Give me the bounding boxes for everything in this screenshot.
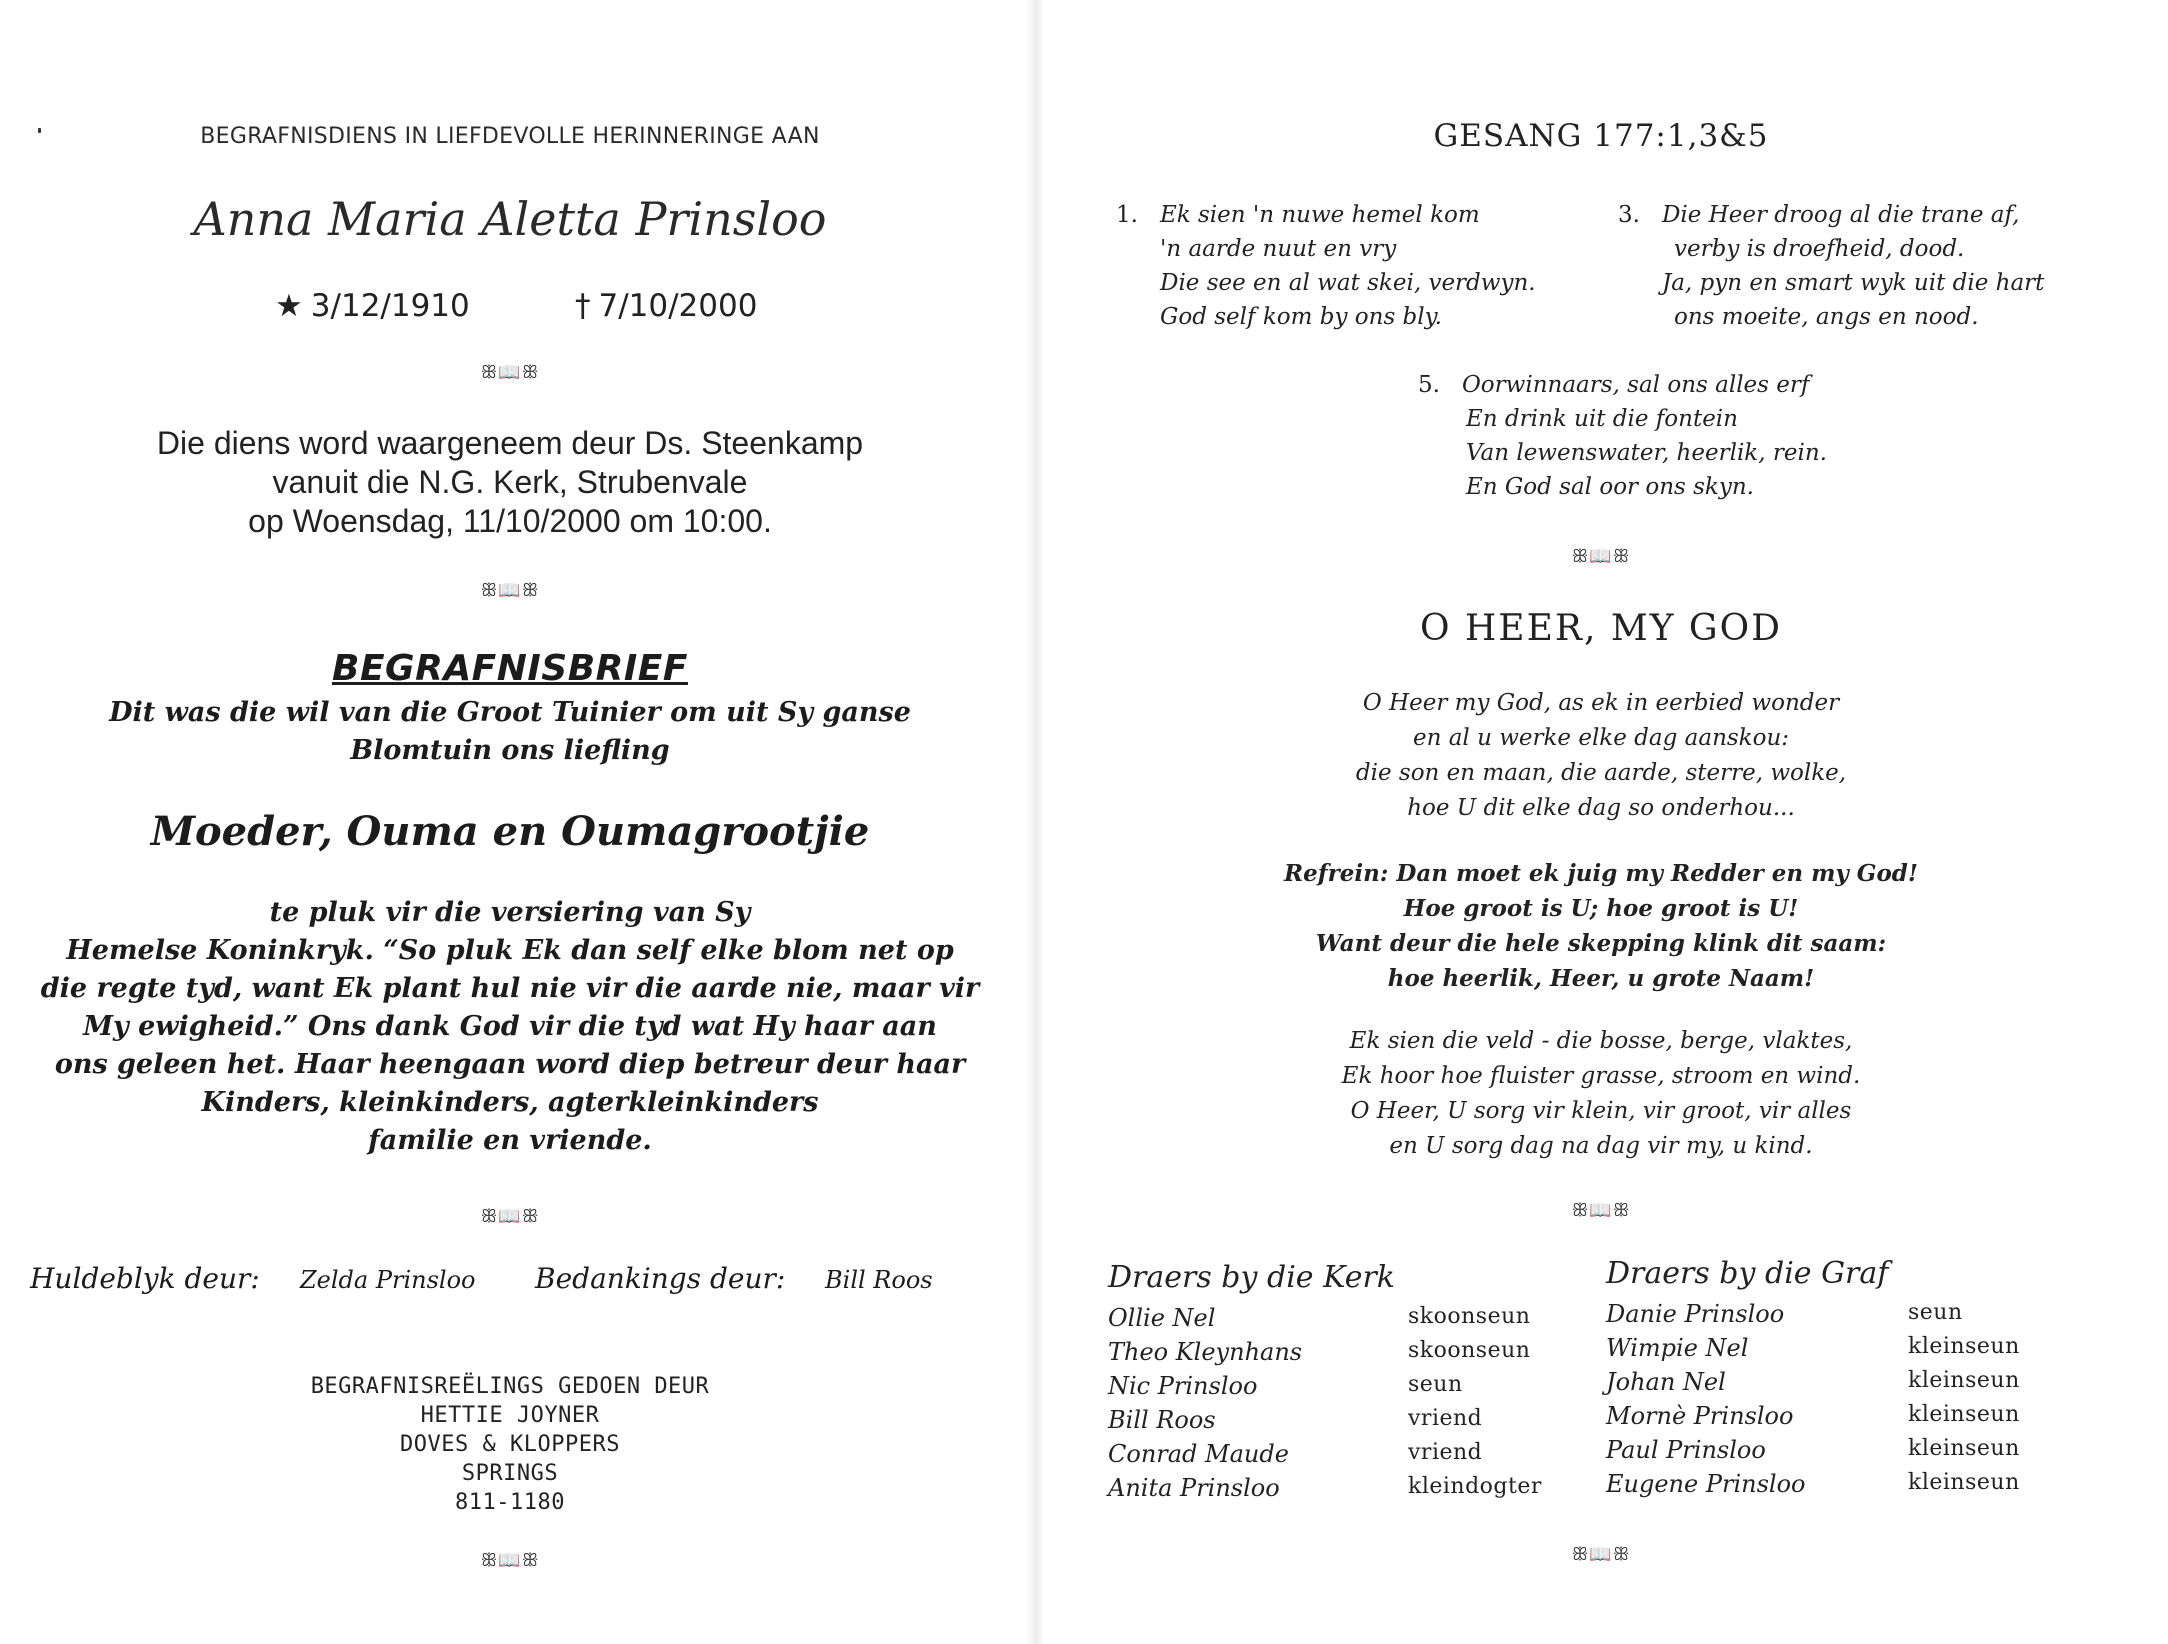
service-line: op Woensdag, 11/10/2000 om 10:00. bbox=[248, 503, 772, 539]
pallbearer-relation: seun bbox=[1908, 1300, 1963, 1325]
song-stanza-1 bbox=[1046, 686, 2156, 826]
verse-line: Die Heer droog al die trane af, bbox=[1661, 202, 2020, 228]
book-ornament-divider: ꕥ📖ꕥ bbox=[1571, 1544, 1631, 1565]
verse-line: God self kom by ons bly. bbox=[1160, 304, 1442, 330]
verse-line: verby is droefheid, dood. bbox=[1674, 236, 1965, 262]
pallbearer-relation: kleinseun bbox=[1908, 1470, 2020, 1495]
song-line: Hoe groot is U; hoe groot is U! bbox=[1403, 895, 1799, 922]
pallbearer-name: Mornè Prinsloo bbox=[1606, 1402, 1794, 1430]
verse-line: En God sal oor ons skyn. bbox=[1466, 474, 1754, 500]
cross-icon: † bbox=[575, 288, 591, 324]
list-item bbox=[1606, 1300, 2106, 1334]
verse-number: 5. bbox=[1418, 372, 1440, 398]
list-item bbox=[1108, 1406, 1568, 1440]
list-item bbox=[1606, 1436, 2106, 1470]
brief-intro bbox=[0, 694, 1020, 770]
verse-number: 1. bbox=[1116, 202, 1138, 228]
pallbearer-name: Eugene Prinsloo bbox=[1606, 1470, 1806, 1498]
song-line: Ek sien die veld - die bosse, berge, vlaktes, bbox=[1349, 1028, 1853, 1054]
verse-number: 3. bbox=[1618, 202, 1640, 228]
book-ornament-divider: ꕥ📖ꕥ bbox=[480, 1206, 540, 1227]
book-ornament-divider: ꕥ📖ꕥ bbox=[480, 1550, 540, 1571]
list-item bbox=[1606, 1334, 2106, 1368]
brief-body-line: ons geleen het. Haar heengaan word diep betreur deur haar bbox=[54, 1049, 966, 1080]
pallbearer-relation: skoonseun bbox=[1408, 1338, 1531, 1363]
verse-line: Ja, pyn en smart wyk uit die hart bbox=[1662, 270, 2045, 296]
memorial-header: BEGRAFNISDIENS IN LIEFDEVOLLE HERINNERINGE AAN bbox=[200, 124, 820, 149]
verse-line: En drink uit die fontein bbox=[1466, 406, 1738, 432]
song-line: hoe heerlik, Heer, u grote Naam! bbox=[1387, 965, 1815, 992]
service-line: vanuit die N.G. Kerk, Strubenvale bbox=[272, 464, 748, 500]
brief-body bbox=[0, 894, 1020, 1160]
song-refrain bbox=[1046, 856, 2156, 996]
brief-title: BEGRAFNISBRIEF bbox=[332, 648, 688, 689]
song-line: O Heer, U sorg vir klein, vir groot, vir alles bbox=[1350, 1098, 1852, 1124]
book-ornament-divider: ꕥ📖ꕥ bbox=[1571, 1200, 1631, 1221]
verse-line: Ek sien 'n nuwe hemel kom bbox=[1159, 202, 1480, 228]
brief-body-line: familie en vriende. bbox=[368, 1125, 652, 1156]
pallbearer-relation: vriend bbox=[1408, 1406, 1483, 1431]
pallbearer-relation: skoonseun bbox=[1408, 1304, 1531, 1329]
gesang-title: GESANG 177:1,3&5 bbox=[1433, 118, 1769, 154]
song-line: en U sorg dag na dag vir my, u kind. bbox=[1389, 1133, 1813, 1159]
brief-body-line: die regte tyd, want Ek plant hul nie vir die aarde nie, maar vir bbox=[40, 973, 980, 1004]
arrangements-line: 811-1180 bbox=[455, 1490, 565, 1515]
pallbearer-name: Anita Prinsloo bbox=[1108, 1474, 1280, 1502]
list-item bbox=[1606, 1368, 2106, 1402]
pallbearer-name: Wimpie Nel bbox=[1606, 1334, 1749, 1362]
funeral-arrangements bbox=[0, 1372, 1020, 1517]
verse-5 bbox=[1418, 368, 1827, 504]
song-line: Ek hoor hoe fluister grasse, stroom en wind. bbox=[1341, 1063, 1861, 1089]
death-date bbox=[575, 288, 757, 324]
list-item bbox=[1108, 1338, 1568, 1372]
pallbearer-name: Nic Prinsloo bbox=[1108, 1372, 1258, 1400]
pallbearer-relation: vriend bbox=[1408, 1440, 1483, 1465]
book-ornament-divider: ꕥ📖ꕥ bbox=[480, 362, 540, 383]
arrangements-line: DOVES & KLOPPERS bbox=[400, 1432, 620, 1457]
verse-line: Van lewenswater, heerlik, rein. bbox=[1466, 440, 1827, 466]
pallbearers-church-list bbox=[1108, 1304, 1568, 1508]
brief-intro-line: Blomtuin ons liefling bbox=[350, 735, 670, 766]
pallbearer-name: Paul Prinsloo bbox=[1606, 1436, 1766, 1464]
verse-3 bbox=[1618, 198, 2044, 334]
list-item bbox=[1108, 1304, 1568, 1338]
arrangements-line: HETTIE JOYNER bbox=[420, 1403, 600, 1428]
pallbearers-grave-list bbox=[1606, 1300, 2106, 1504]
pallbearer-name: Conrad Maude bbox=[1108, 1440, 1289, 1468]
birth-date-text: 3/12/1910 bbox=[310, 288, 470, 324]
deceased-name: Anna Maria Aletta Prinsloo bbox=[193, 192, 827, 246]
song-line: Refrein: Dan moet ek juig my Redder en my God! bbox=[1284, 860, 1918, 887]
thanks-label: Bedankings deur: bbox=[535, 1262, 786, 1295]
pallbearer-name: Danie Prinsloo bbox=[1606, 1300, 1785, 1328]
pallbearer-relation: kleinseun bbox=[1908, 1334, 2020, 1359]
song-line: en al u werke elke dag aanskou: bbox=[1412, 725, 1790, 751]
verse-line: ons moeite, angs en nood. bbox=[1674, 304, 1979, 330]
verse-line: Die see en al wat skei, verdwyn. bbox=[1160, 270, 1536, 296]
song-line: O Heer my God, as ek in eerbied wonder bbox=[1362, 690, 1840, 716]
song-title: O HEER, MY GOD bbox=[1419, 608, 1783, 649]
song-line: hoe U dit elke dag so onderhou... bbox=[1407, 795, 1795, 821]
pallbearers-grave-title: Draers by die Graf bbox=[1606, 1256, 1889, 1291]
brief-body-line: Kinders, kleinkinders, agterkleinkinders bbox=[201, 1087, 819, 1118]
right-page bbox=[1046, 0, 2156, 1644]
list-item bbox=[1108, 1440, 1568, 1474]
pallbearer-name: Bill Roos bbox=[1108, 1406, 1216, 1434]
left-page bbox=[0, 0, 1020, 1644]
brief-body-line: Hemelse Koninkryk. “So pluk Ek dan self elke blom net op bbox=[66, 935, 954, 966]
pallbearer-relation: kleindogter bbox=[1408, 1474, 1542, 1499]
song-line: Want deur die hele skepping klink dit saam: bbox=[1315, 930, 1887, 957]
brief-names: Moeder, Ouma en Oumagrootjie bbox=[150, 808, 870, 855]
pallbearer-relation: seun bbox=[1408, 1372, 1463, 1397]
book-ornament-divider: ꕥ📖ꕥ bbox=[1571, 546, 1631, 567]
song-line: die son en maan, die aarde, sterre, wolke, bbox=[1355, 760, 1847, 786]
pallbearer-relation: kleinseun bbox=[1908, 1402, 2020, 1427]
service-line: Die diens word waargeneem deur Ds. Steenkamp bbox=[156, 425, 864, 461]
pallbearer-relation: kleinseun bbox=[1908, 1368, 2020, 1393]
book-ornament-divider: ꕥ📖ꕥ bbox=[480, 580, 540, 601]
list-item bbox=[1108, 1372, 1568, 1406]
birth-date bbox=[275, 288, 470, 324]
death-date-text: 7/10/2000 bbox=[598, 288, 758, 324]
pallbearer-name: Johan Nel bbox=[1606, 1368, 1726, 1396]
pallbearers-church-title: Draers by die Kerk bbox=[1108, 1260, 1395, 1295]
brief-body-line: My ewigheid.” Ons dank God vir die tyd wat Hy haar aan bbox=[83, 1011, 937, 1042]
brief-body-line: te pluk vir die versiering van Sy bbox=[269, 897, 751, 928]
arrangements-line: BEGRAFNISREËLINGS GEDOEN DEUR bbox=[310, 1374, 710, 1399]
thanks-name: Bill Roos bbox=[825, 1266, 933, 1294]
verse-1 bbox=[1116, 198, 1536, 334]
pallbearer-name: Theo Kleynhans bbox=[1108, 1338, 1303, 1366]
list-item bbox=[1606, 1402, 2106, 1436]
tribute-name: Zelda Prinsloo bbox=[300, 1266, 476, 1294]
star-icon: ★ bbox=[275, 288, 303, 324]
page-fold bbox=[1026, 0, 1044, 1644]
song-stanza-2 bbox=[1046, 1024, 2156, 1164]
list-item bbox=[1108, 1474, 1568, 1508]
brief-intro-line: Dit was die wil van die Groot Tuinier om uit Sy ganse bbox=[109, 697, 911, 728]
service-info bbox=[0, 424, 1020, 541]
verse-line: Oorwinnaars, sal ons alles erf bbox=[1461, 372, 1810, 398]
pallbearer-name: Ollie Nel bbox=[1108, 1304, 1216, 1332]
verse-line: 'n aarde nuut en vry bbox=[1160, 236, 1397, 262]
tribute-label: Huldeblyk deur: bbox=[30, 1262, 260, 1295]
arrangements-line: SPRINGS bbox=[461, 1461, 559, 1486]
pallbearer-relation: kleinseun bbox=[1908, 1436, 2020, 1461]
list-item bbox=[1606, 1470, 2106, 1504]
